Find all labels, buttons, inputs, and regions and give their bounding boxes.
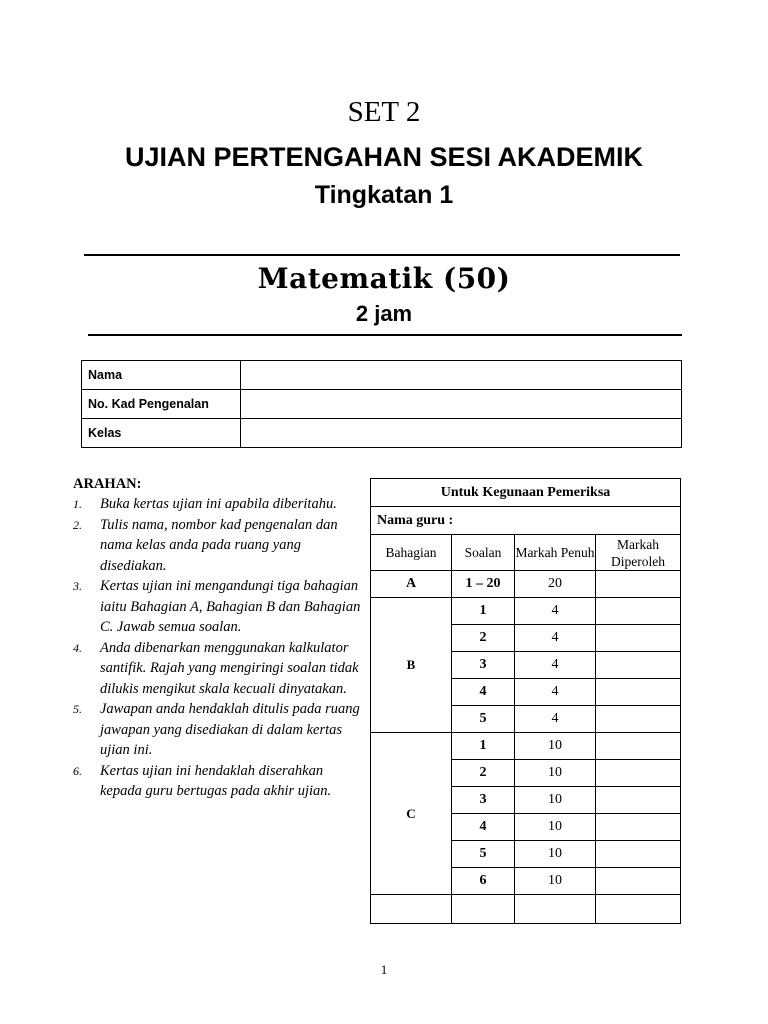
instructions-list	[73, 494, 363, 802]
instruction-item	[73, 761, 363, 802]
instruction-item	[73, 638, 363, 700]
student-info-row	[82, 361, 682, 390]
question-cell: 1 – 20	[452, 571, 515, 598]
col-header-question: Soalan	[452, 535, 515, 571]
instruction-text: Kertas ujian ini mengandungi tiga bahagian iaitu Bahagian A, Bahagian B dan Bahagian C. Jawab semua soalan.	[100, 578, 361, 635]
instruction-text: Kertas ujian ini hendaklah diserahkan kepada guru bertugas pada akhir ujian.	[100, 762, 332, 799]
class-label: Kelas	[82, 419, 241, 448]
marks-obtained-cell[interactable]	[596, 625, 681, 652]
instruction-item	[73, 515, 363, 577]
table-row	[371, 571, 681, 598]
set-label: SET 2	[347, 96, 421, 128]
col-header-marks-obtained: Markah Diperoleh	[596, 535, 681, 571]
examiner-table-title: Untuk Kegunaan Pemeriksa	[371, 479, 681, 507]
page-number: 1	[380, 962, 388, 977]
marks-obtained-cell[interactable]	[596, 787, 681, 814]
marks-obtained-cell[interactable]	[596, 598, 681, 625]
full-marks-cell: 4	[515, 625, 596, 652]
instruction-number: 2.	[73, 517, 82, 532]
full-marks-cell: 10	[515, 841, 596, 868]
marks-obtained-cell[interactable]	[596, 733, 681, 760]
section-c-label: C	[371, 733, 452, 895]
form-level: Tingkatan 1	[314, 181, 454, 209]
marks-obtained-cell[interactable]	[596, 652, 681, 679]
question-cell: 5	[452, 706, 515, 733]
full-marks-cell: 20	[515, 571, 596, 598]
student-info-table	[81, 360, 682, 448]
subject-title: Matematik (50)	[257, 262, 511, 295]
instruction-text: Tulis nama, nombor kad pengenalan dan nama kelas anda pada ruang yang disediakan.	[100, 516, 338, 574]
section-b-label: B	[371, 598, 452, 733]
teacher-name-label: Nama guru :	[371, 507, 681, 535]
name-label: Nama	[82, 361, 241, 390]
marks-obtained-cell[interactable]	[596, 571, 681, 598]
instructions-title: ARAHAN:	[73, 476, 142, 492]
full-marks-cell: 4	[515, 652, 596, 679]
question-cell: 2	[452, 625, 515, 652]
instruction-number: 1.	[73, 497, 82, 511]
divider-top	[84, 254, 680, 256]
total-blank-cell	[515, 895, 596, 924]
question-cell: 4	[452, 814, 515, 841]
teacher-name-row	[371, 507, 681, 535]
examiner-table	[370, 478, 681, 924]
instruction-item	[73, 576, 363, 638]
question-cell: 3	[452, 787, 515, 814]
question-cell: 4	[452, 679, 515, 706]
marks-obtained-cell[interactable]	[596, 679, 681, 706]
exam-duration: 2 jam	[355, 301, 413, 326]
full-marks-cell: 4	[515, 679, 596, 706]
col-header-full-marks: Markah Penuh	[515, 535, 596, 571]
total-blank-cell	[452, 895, 515, 924]
student-info-row	[82, 390, 682, 419]
marks-obtained-cell[interactable]	[596, 760, 681, 787]
class-field[interactable]	[241, 419, 682, 448]
full-marks-cell: 4	[515, 706, 596, 733]
total-row	[371, 895, 681, 924]
marks-obtained-cell[interactable]	[596, 706, 681, 733]
instruction-number: 5.	[73, 702, 82, 716]
table-row	[371, 733, 681, 760]
question-cell: 5	[452, 841, 515, 868]
ic-number-label: No. Kad Pengenalan	[82, 390, 241, 419]
full-marks-cell: 10	[515, 814, 596, 841]
ic-number-field[interactable]	[241, 390, 682, 419]
total-marks-cell[interactable]	[596, 895, 681, 924]
examiner-title-row	[371, 479, 681, 507]
student-info-row	[82, 419, 682, 448]
question-cell: 2	[452, 760, 515, 787]
marks-obtained-cell[interactable]	[596, 814, 681, 841]
instruction-item	[73, 699, 363, 761]
name-field[interactable]	[241, 361, 682, 390]
full-marks-cell: 4	[515, 598, 596, 625]
instructions	[73, 476, 363, 802]
full-marks-cell: 10	[515, 760, 596, 787]
marks-obtained-cell[interactable]	[596, 868, 681, 895]
full-marks-cell: 10	[515, 868, 596, 895]
full-marks-cell: 10	[515, 733, 596, 760]
instruction-number: 4.	[73, 640, 82, 655]
question-cell: 1	[452, 598, 515, 625]
col-header-section: Bahagian	[371, 535, 452, 571]
table-row	[371, 598, 681, 625]
section-a-label: A	[371, 571, 452, 598]
full-marks-cell: 10	[515, 787, 596, 814]
question-cell: 3	[452, 652, 515, 679]
column-header-row	[371, 535, 681, 571]
exam-title: UJIAN PERTENGAHAN SESI AKADEMIK	[124, 142, 644, 172]
marks-obtained-cell[interactable]	[596, 841, 681, 868]
question-cell: 6	[452, 868, 515, 895]
instruction-number: 6.	[73, 763, 82, 778]
instruction-text: Anda dibenarkan menggunakan kalkulator santifik. Rajah yang mengiringi soalan tidak dilukis mengikut skala kecuali dinyatakan.	[100, 639, 359, 697]
instruction-number: 3.	[73, 579, 82, 593]
instruction-text: Jawapan anda hendaklah ditulis pada ruang jawapan yang disediakan di dalam kertas ujian ini.	[100, 701, 360, 758]
instruction-item	[73, 494, 363, 515]
instruction-text: Buka kertas ujian ini apabila diberitahu.	[100, 496, 337, 512]
total-blank-cell	[371, 895, 452, 924]
divider-bottom	[88, 334, 682, 336]
question-cell: 1	[452, 733, 515, 760]
